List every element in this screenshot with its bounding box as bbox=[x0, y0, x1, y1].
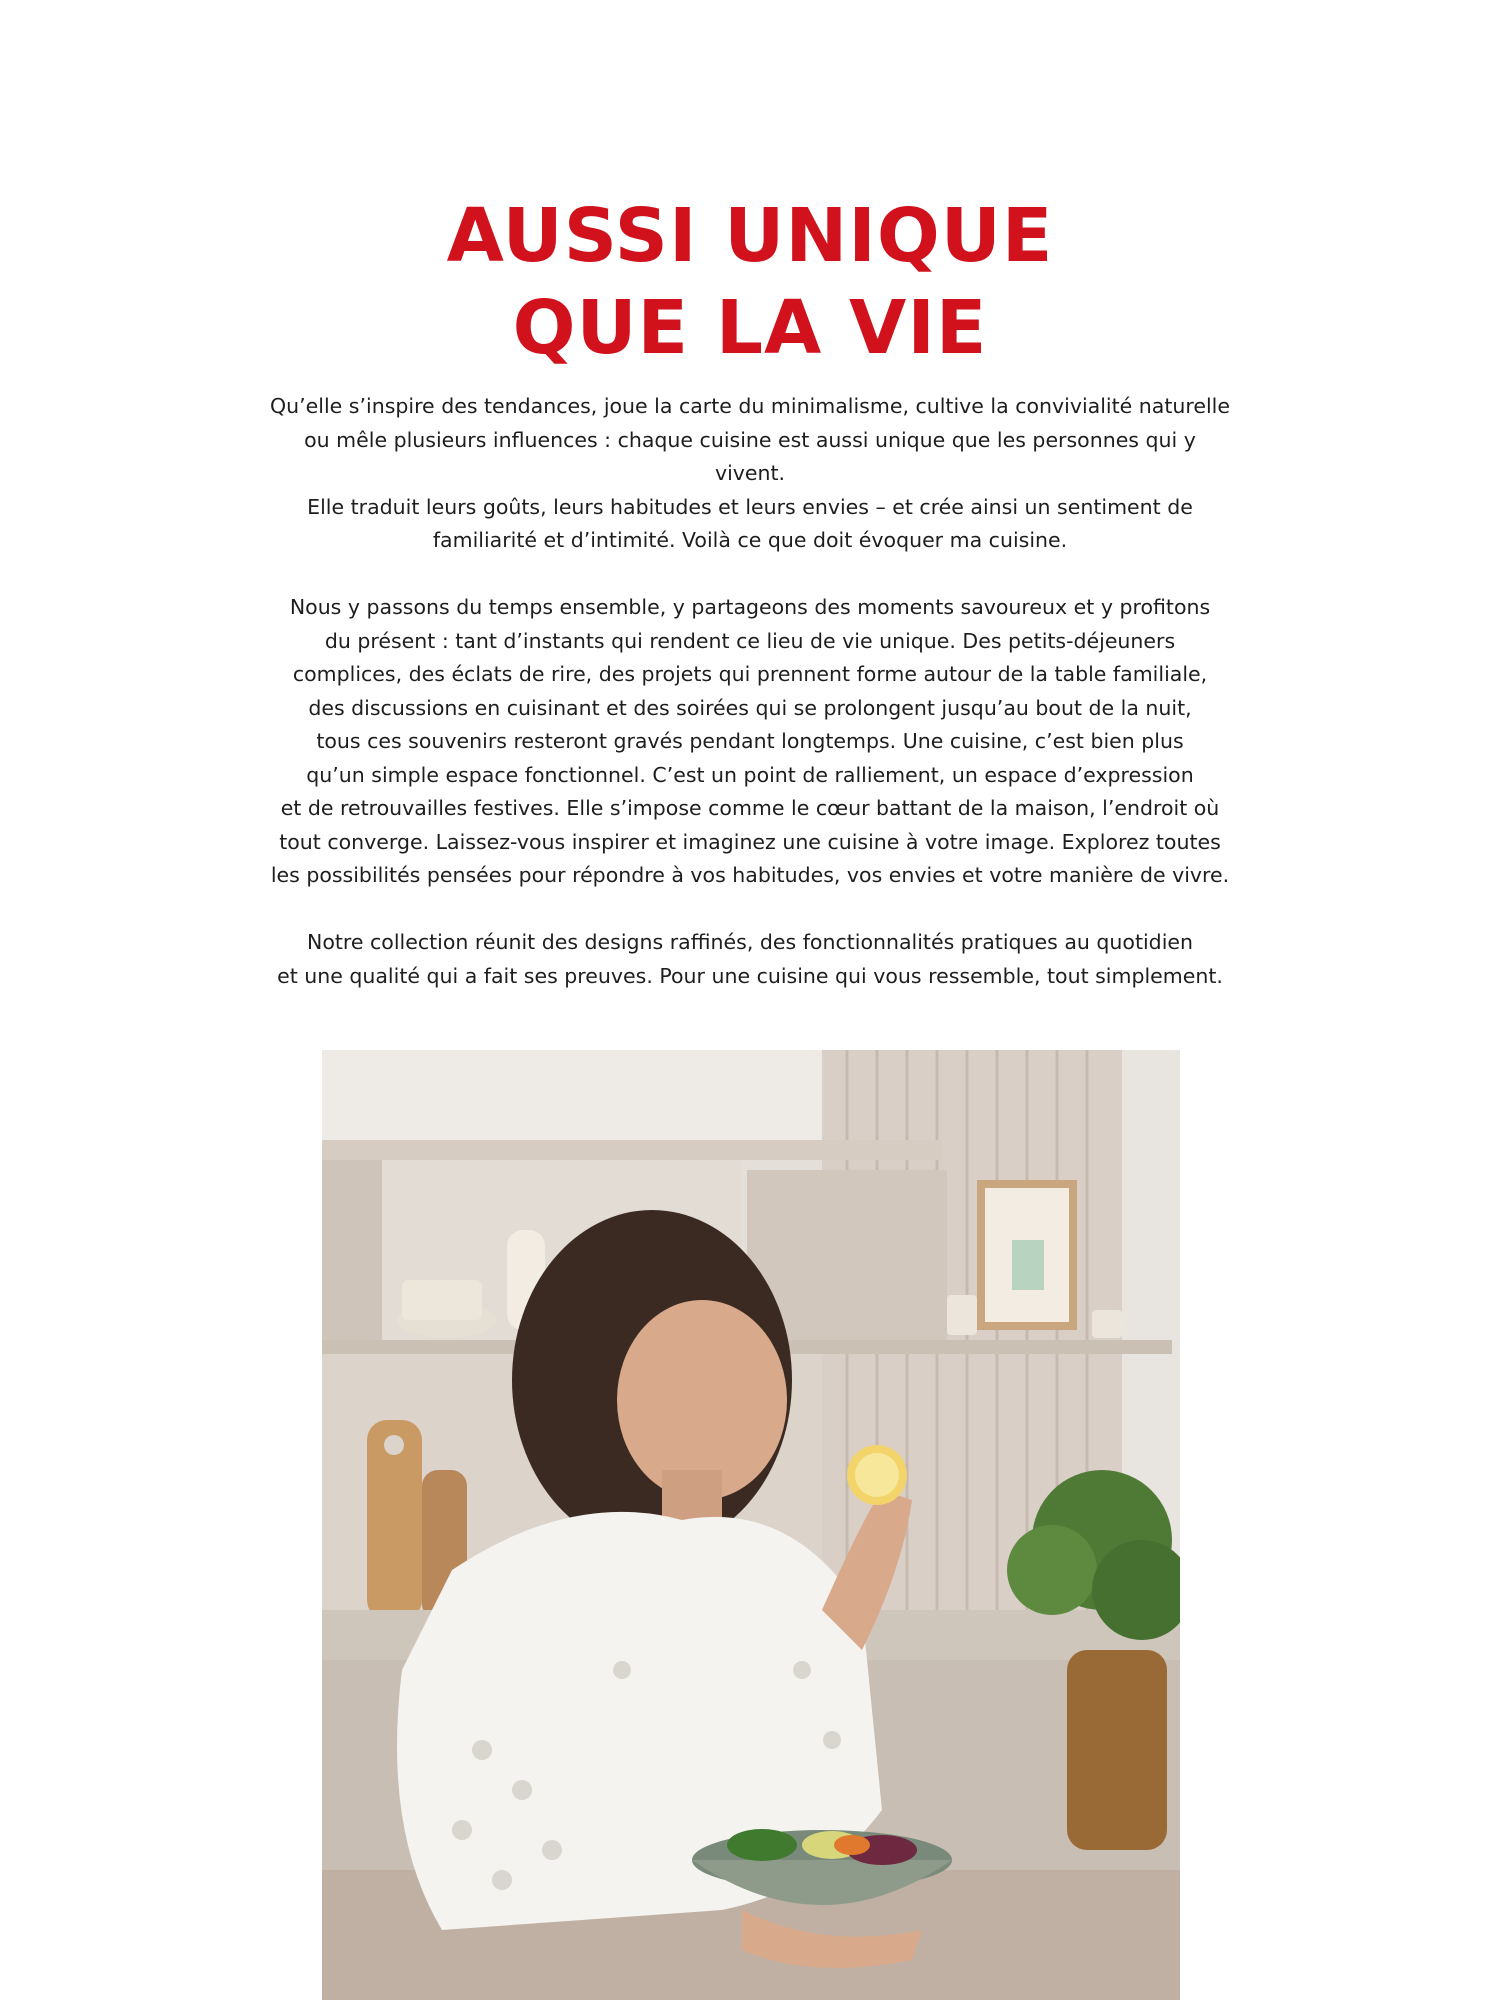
title-line-2: QUE LA VIE bbox=[512, 284, 988, 371]
kitchen-photo bbox=[322, 1050, 1180, 2000]
paragraph-2: Nous y passons du temps ensemble, y partageons des moments savoureux et y profitons du présent : tant d’instants qui rendent ce lieu de vie unique. Des petits-déjeuners complices, des éclats de rire, des projets qui prennent forme autour de la table familiale, des discussions en cuisinant et des soirées qui se prolongent jusqu’au bout de la nuit, tous ces souvenirs resteront gravés pendant longtemps. Une cuisine, c’est bien plus qu’un simple espace fonctionnel. C’est un point de ralliement, un espace d’expression et de retrouvailles festives. Elle s’impose comme le cœur battant de la maison, l’endroit où tout converge. Laissez-vous inspirer et imaginez une cuisine à votre image. Explorez toutes les possibilités pensées pour répondre à vos habitudes, vos envies et votre manière de vivre. bbox=[270, 595, 1230, 887]
title-line-1: AUSSI UNIQUE bbox=[446, 192, 1054, 279]
intro-text bbox=[270, 390, 1230, 1027]
paragraph-1: Qu’elle s’inspire des tendances, joue la carte du minimalisme, cultive la convivialité naturelle ou mêle plusieurs influences : chaque cuisine est aussi unique que les personnes qui y vivent. Elle traduit leurs goûts, leurs habitudes et leurs envies – et crée ainsi un sentiment de familiarité et d’intimité. Voilà ce que doit évoquer ma cuisine. bbox=[270, 394, 1230, 552]
paragraph-3: Notre collection réunit des designs raffinés, des fonctionnalités pratiques au quotidien et une qualité qui a fait ses preuves. Pour une cuisine qui vous ressemble, tout simplement. bbox=[277, 930, 1223, 988]
page-title bbox=[0, 190, 1500, 374]
